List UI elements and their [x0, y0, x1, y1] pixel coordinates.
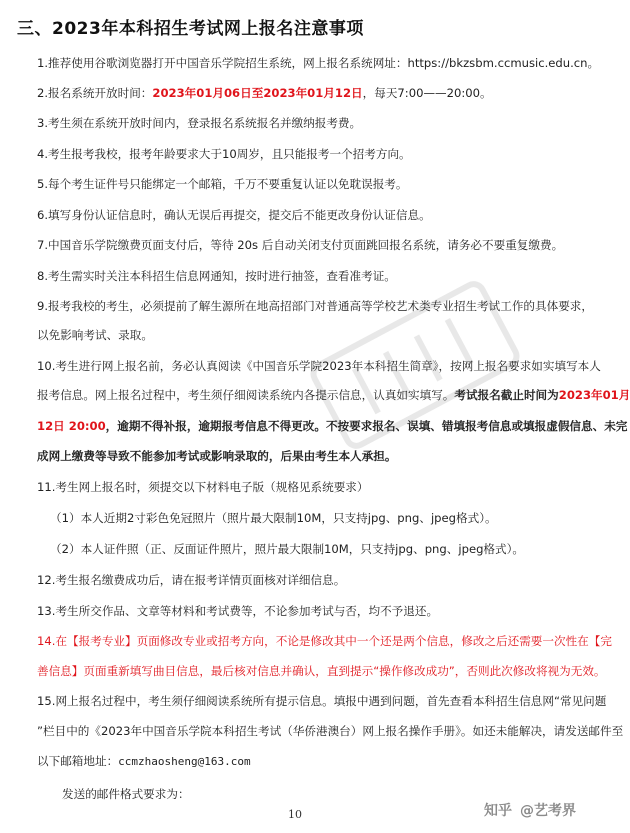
item-11-intro: 11.考生网上报名时，须提交以下材料电子版（规格见系统要求） — [37, 480, 369, 494]
item-11-sub-2: （2）本人证件照（正、反面证件照片，照片最大限制10M，只支持jpg、png、jpeg格式）。 — [50, 542, 525, 556]
item-15-line-2: ”栏目中的《2023年中国音乐学院本科招生考试（华侨港澳台）网上报名操作手册》。如还未能解决，请发送邮件至 — [37, 724, 624, 738]
item-6: 6.填写身份认证信息时，确认无误后再提交，提交后不能更改身份认证信息。 — [37, 208, 431, 222]
item-9-line-2: 以免影响考试、录取。 — [37, 328, 153, 342]
page-number: 10 — [288, 808, 302, 821]
item-2-dates: 2023年01月06日至2023年01月12日 — [152, 86, 363, 100]
item-14-line-2: 善信息】页面重新填写曲目信息，最后核对信息并确认，直到提示“操作修改成功”，否则此次修改将视为无效。 — [37, 664, 606, 678]
item-2-prefix: 2.报名系统开放时间： — [37, 86, 153, 100]
item-10-text: 报考信息。网上报名过程中，考生须仔细阅读系统内各提示信息，认真如实填写。 — [37, 388, 455, 402]
item-10-line-2 — [37, 387, 630, 403]
email-label: 以下邮箱地址： — [37, 754, 119, 768]
item-10-deadline-time: 12日 20:00 — [37, 419, 106, 433]
item-1: 1.推荐使用谷歌浏览器打开中国音乐学院招生系统，网上报名系统网址：https://bkzsbm.ccmusic.edu.cn。 — [37, 56, 600, 70]
footer-note: 发送的邮件格式要求为： — [62, 787, 190, 801]
item-3: 3.考生须在系统开放时间内，登录报名系统报名并缴纳报考费。 — [37, 116, 362, 130]
email-address: ccmzhaosheng@163.com — [118, 755, 251, 768]
section-heading: 三、2023年本科招生考试网上报名注意事项 — [17, 19, 364, 39]
item-5: 5.每个考生证件号只能绑定一个邮箱，千万不要重复认证以免耽误报考。 — [37, 177, 408, 191]
item-10-line-4: 成网上缴费等导致不能参加考试或影响录取的，后果由考生本人承担。 — [37, 449, 397, 463]
item-8: 8.考生需实时关注本科招生信息网通知，按时进行抽签，查看准考证。 — [37, 269, 396, 283]
item-13: 13.考生所交作品、文章等材料和考试费等，不论参加考试与否，均不予退还。 — [37, 604, 439, 618]
item-10-deadline-date: 2023年01月 — [558, 388, 630, 402]
item-12: 12.考生报名缴费成功后，请在报考详情页面核对详细信息。 — [37, 573, 346, 587]
item-10-warning: ，逾期不得补报，逾期报考信息不得更改。不按要求报名、误填、错填报考信息或填报虚假信息、未完 — [105, 419, 628, 433]
item-4: 4.考生报考我校，报考年龄要求大于10周岁，且只能报考一个招考方向。 — [37, 147, 411, 161]
item-14-line-1: 14.在【报考专业】页面修改专业或招考方向，不论是修改其中一个还是两个信息，修改之后还需要一次性在【完 — [37, 634, 612, 648]
item-15-line-1: 15.网上报名过程中，考生须仔细阅读系统所有提示信息。填报中遇到问题，首先查看本科招生信息网“常见问题 — [37, 694, 607, 708]
item-11-sub-1: （1）本人近期2寸彩色免冠照片（照片最大限制10M，只支持jpg、png、jpeg格式）。 — [50, 511, 497, 525]
brand-watermark — [484, 800, 576, 820]
item-15-line-3 — [37, 753, 251, 769]
item-2 — [37, 85, 492, 101]
brand-platform: 知乎 — [484, 803, 512, 819]
item-10-deadline-label: 考试报名截止时间为 — [454, 388, 559, 402]
brand-account: @艺考界 — [520, 803, 576, 819]
item-10-line-1: 10.考生进行网上报名前，务必认真阅读《中国音乐学院2023年本科招生简章》，按网上报名要求如实填写本人 — [37, 359, 601, 373]
item-2-suffix: ，每天7:00——20:00。 — [362, 86, 492, 100]
item-9-line-1: 9.报考我校的考生，必须提前了解生源所在地高招部门对普通高等学校艺术类专业招生考试工作的具体要求， — [37, 299, 593, 313]
item-10-line-3 — [37, 418, 627, 434]
item-7: 7.中国音乐学院缴费页面支付后，等待 20s 后自动关闭支付页面跳回报名系统，请务必不要重复缴费。 — [37, 238, 564, 252]
